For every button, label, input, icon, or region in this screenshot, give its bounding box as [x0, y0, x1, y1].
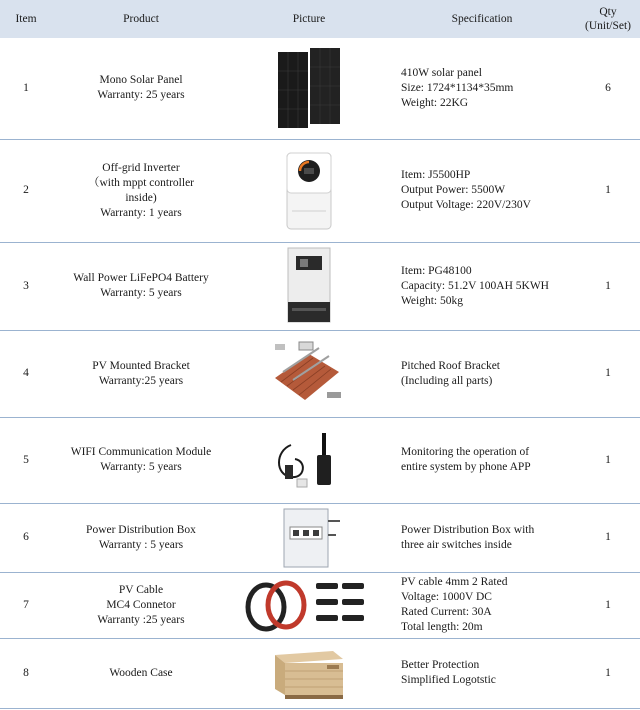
item-number: 2: [23, 184, 29, 196]
header-row: [0, 0, 640, 38]
spec-line: three air switches inside: [401, 538, 512, 551]
header-item: Item: [15, 13, 37, 25]
product-line: （with mppt controller: [87, 176, 195, 189]
spec-line: entire system by phone APP: [401, 461, 531, 473]
spec-cell: [388, 572, 576, 638]
item-number: 8: [23, 666, 29, 679]
wooden-case-icon: [271, 645, 347, 701]
spec-cell: [388, 417, 576, 503]
roof-bracket-icon: [269, 338, 349, 410]
product-name: [52, 330, 230, 417]
product-line: PV Mounted Bracket: [92, 359, 190, 372]
qty-cell: 1: [605, 367, 611, 379]
table-row: [0, 572, 640, 638]
spec-cell: [388, 503, 576, 572]
header-qty: [576, 0, 640, 38]
spec-line: Simplified Logotstic: [401, 674, 496, 686]
spec-line: Weight: 22KG: [401, 96, 469, 109]
spec-cell: [388, 330, 576, 417]
item-number: 3: [23, 279, 29, 292]
header-qty-line2: (Unit/Set): [585, 20, 631, 32]
product-line: Warranty: 5 years: [100, 287, 182, 299]
spec-line: Output Voltage: 220V/230V: [401, 199, 531, 211]
product-name: [52, 638, 230, 708]
header-product: Product: [123, 13, 159, 25]
table-row: [0, 242, 640, 330]
distribution-box-icon: [274, 507, 344, 569]
product-line: Warranty: 25 years: [97, 89, 185, 102]
table-row: [0, 139, 640, 242]
product-line: Power Distribution Box: [86, 523, 196, 536]
product-line: Wooden Case: [109, 666, 173, 679]
table-row: [0, 503, 640, 572]
product-line: MC4 Connetor: [106, 598, 176, 611]
spec-line: Better Protection: [401, 659, 480, 671]
wifi-module-icon: [269, 425, 349, 495]
spec-line: Pitched Roof Bracket: [401, 359, 501, 372]
product-name: [52, 417, 230, 503]
product-line: Warranty: 5 years: [100, 461, 182, 473]
item-number: 4: [23, 367, 29, 379]
product-name: [52, 572, 230, 638]
spec-line: Rated Current: 30A: [401, 606, 492, 618]
product-line: Warranty: 1 years: [100, 206, 182, 219]
table-row: [0, 330, 640, 417]
qty-cell: 1: [605, 531, 611, 543]
spec-line: Weight: 50kg: [401, 294, 463, 307]
spec-line: PV cable 4mm 2 Rated: [401, 576, 508, 588]
spec-line: Item: J5500HP: [401, 169, 471, 181]
picture-cell: [230, 503, 388, 572]
product-line: Warranty :25 years: [97, 613, 185, 626]
product-line: Warranty : 5 years: [98, 538, 184, 551]
qty-cell: 1: [605, 279, 611, 292]
picture-cell: [230, 572, 388, 638]
product-line: Wall Power LiFePO4 Battery: [73, 272, 209, 284]
spec-cell: [388, 38, 576, 139]
spec-line: Output Power: 5500W: [401, 184, 506, 196]
spec-cell: [388, 139, 576, 242]
spec-line: Capacity: 51.2V 100AH 5KWH: [401, 279, 549, 292]
table-row: [0, 417, 640, 503]
product-name: [52, 503, 230, 572]
item-number: 7: [23, 598, 29, 611]
spec-cell: [388, 242, 576, 330]
spec-cell: [388, 638, 576, 708]
picture-cell: [230, 638, 388, 708]
spec-line: Voltage: 1000V DC: [401, 591, 492, 603]
table-row: [0, 38, 640, 139]
pv-cable-icon: [244, 575, 374, 635]
product-line: Mono Solar Panel: [99, 74, 183, 87]
header-specification: Specification: [451, 13, 513, 25]
qty-cell: 1: [605, 598, 611, 611]
battery-icon: [284, 246, 334, 326]
product-line: inside): [125, 191, 157, 204]
spec-line: Monitoring the operation of: [401, 446, 530, 458]
qty-cell: 1: [605, 453, 611, 466]
product-name: [52, 242, 230, 330]
picture-cell: [230, 38, 388, 139]
qty-cell: 6: [605, 81, 611, 94]
item-number: 5: [23, 453, 29, 466]
product-line: Warranty:25 years: [98, 374, 184, 387]
inverter-icon: [284, 151, 334, 231]
picture-cell: [230, 242, 388, 330]
picture-cell: [230, 139, 388, 242]
product-name: [52, 139, 230, 242]
item-number: 6: [23, 531, 29, 543]
spec-line: Size: 1724*1134*35mm: [401, 81, 514, 94]
spec-line: Item: PG48100: [401, 264, 472, 277]
picture-cell: [230, 417, 388, 503]
spec-line: (Including all parts): [401, 374, 493, 387]
table-row: [0, 638, 640, 708]
spec-line: Total length: 20m: [401, 621, 483, 633]
header-qty-line1: Qty: [599, 6, 617, 18]
qty-cell: 1: [605, 666, 611, 679]
product-name: [52, 38, 230, 139]
product-line: WIFI Communication Module: [70, 446, 212, 458]
picture-cell: [230, 330, 388, 417]
spec-line: Power Distribution Box with: [401, 523, 535, 536]
qty-cell: 1: [605, 184, 611, 196]
spec-line: 410W solar panel: [401, 66, 482, 79]
product-line: PV Cable: [118, 583, 164, 596]
header-picture: Picture: [292, 13, 326, 25]
item-number: 1: [23, 81, 29, 94]
solar-panel-icon: [276, 46, 342, 130]
product-line: Off-grid Inverter: [102, 161, 180, 174]
